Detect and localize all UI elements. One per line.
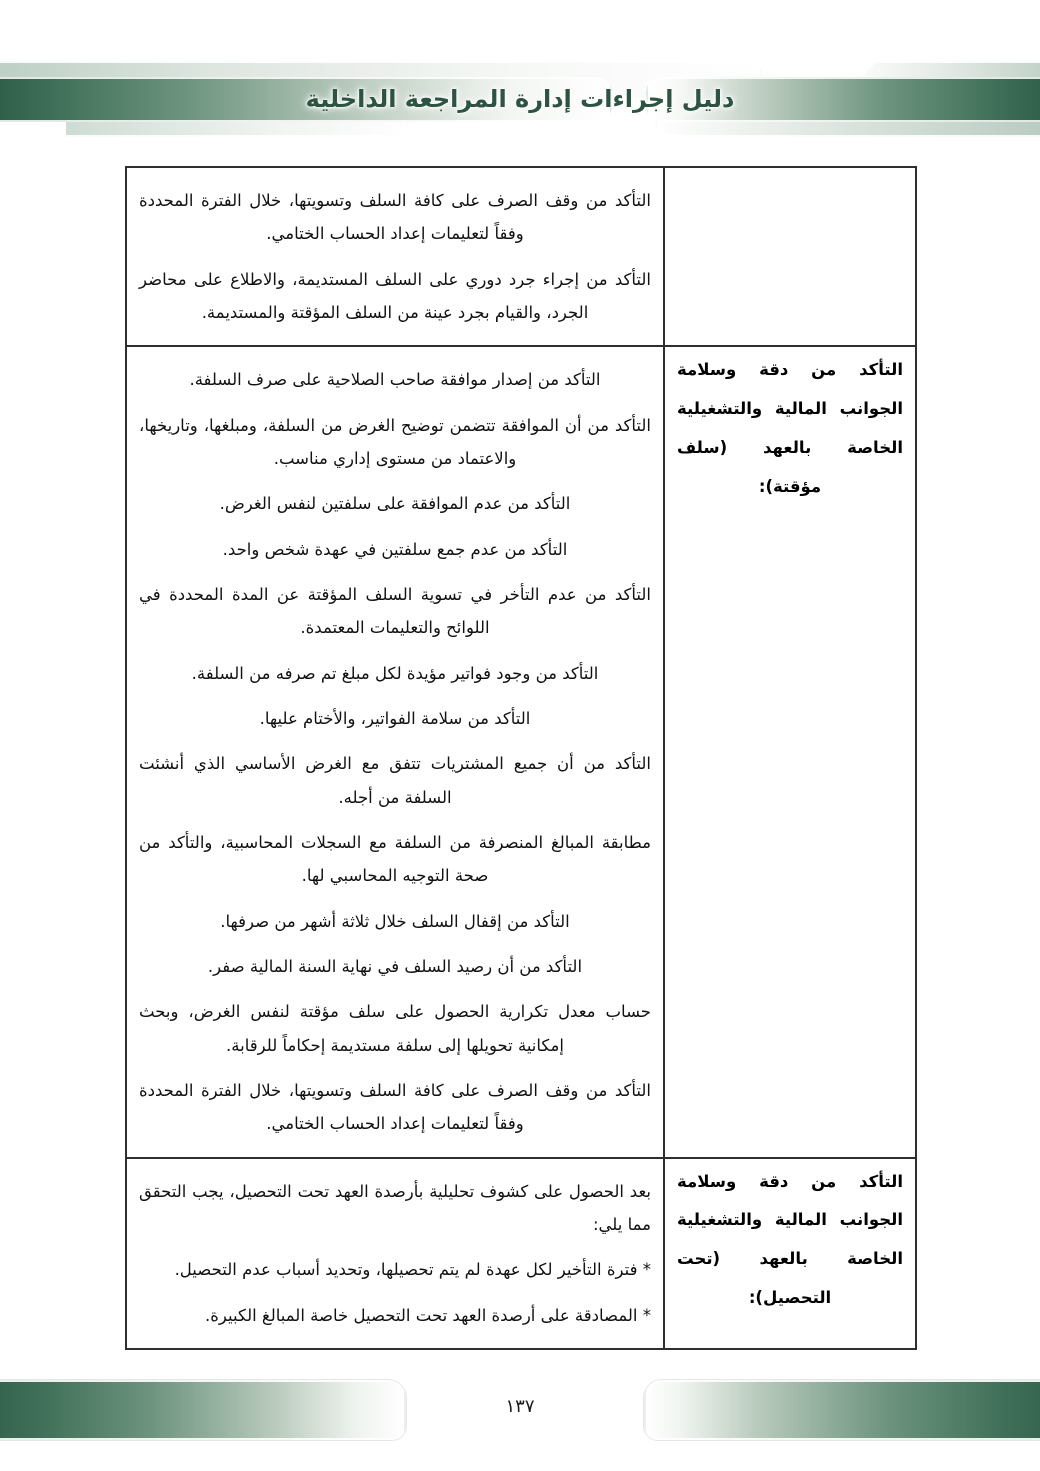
procedure-item: التأكد من عدم جمع سلفتين في عهدة شخص واحد. <box>222 539 568 559</box>
procedure-item: * فترة التأخير لكل عهدة لم يتم تحصيلها، وتحديد أسباب عدم التحصيل. <box>174 1260 651 1280</box>
procedure-item: حساب معدل تكرارية الحصول على سلف مؤقتة لنفس الغرض، وبحث إمكانية تحويلها إلى سلفة مستديمة إحكاماً للرقابة. <box>139 1002 651 1055</box>
procedure-item: التأكد من أن الموافقة تتضمن توضيح الغرض من السلفة، ومبلغها، وتاريخها، والاعتماد من مستوى إداري مناسب. <box>139 415 651 468</box>
procedure-item: التأكد من إقفال السلف خلال ثلاثة أشهر من صرفها. <box>220 911 570 931</box>
document-title: دليل إجراءات إدارة المراجعة الداخلية <box>305 85 735 113</box>
category-cell-under-collection: التأكد من دقة وسلامة الجوانب المالية والتشغيلية الخاصة بالعهد (تحت التحصيل): <box>664 1158 916 1349</box>
procedure-item: التأكد من إجراء جرد دوري على السلف المستديمة، والاطلاع على محاضر الجرد، والقيام بجرد عينة من السلف المؤقتة والمستديمة. <box>139 269 651 322</box>
table-row <box>126 167 916 346</box>
category-cell-empty <box>664 167 916 346</box>
procedures-cell <box>126 167 664 346</box>
procedure-item: التأكد من وقف الصرف على كافة السلف وتسويتها، خلال الفترة المحددة وفقاً لتعليمات إعداد الحساب الختامي. <box>139 191 651 244</box>
table-row <box>126 1158 916 1349</box>
page-number: ١٣٧ <box>505 1396 535 1417</box>
procedures-cell <box>126 1158 664 1349</box>
procedure-item: بعد الحصول على كشوف تحليلية بأرصدة العهد تحت التحصيل، يجب التحقق مما يلي: <box>139 1181 651 1234</box>
procedure-item: * المصادقة على أرصدة العهد تحت التحصيل خاصة المبالغ الكبيرة. <box>205 1305 651 1325</box>
procedure-item: التأكد من عدم الموافقة على سلفتين لنفس الغرض. <box>219 494 571 514</box>
procedure-item: التأكد من إصدار موافقة صاحب الصلاحية على صرف السلفة. <box>189 370 601 390</box>
procedure-item: التأكد من عدم التأخر في تسوية السلف المؤقتة عن المدة المحددة في اللوائح والتعليمات المعتمدة. <box>139 584 651 638</box>
procedure-item: التأكد من وقف الصرف على كافة السلف وتسويتها، خلال الفترة المحددة وفقاً لتعليمات إعداد الحساب الختامي. <box>139 1080 651 1134</box>
procedure-item: مطابقة المبالغ المنصرفة من السلفة مع السجلات المحاسبية، والتأكد من صحة التوجيه المحاسبي لها. <box>139 832 651 886</box>
procedure-item: التأكد من وجود فواتير مؤيدة لكل مبلغ تم صرفه من السلفة. <box>191 663 599 683</box>
procedure-item: التأكد من أن جميع المشتريات تتفق مع الغرض الأساسي الذي أنشئت السلفة من أجله. <box>139 754 651 807</box>
table-row <box>126 346 916 1157</box>
audit-procedures-table <box>125 166 917 1350</box>
category-cell-temporary-advances: التأكد من دقة وسلامة الجوانب المالية والتشغيلية الخاصة بالعهد (سلف مؤقتة): <box>664 346 916 1157</box>
procedures-cell <box>126 346 664 1157</box>
procedure-item: التأكد من أن رصيد السلف في نهاية السنة المالية صفر. <box>207 956 583 976</box>
procedure-item: التأكد من سلامة الفواتير، والأختام عليها. <box>259 708 531 728</box>
